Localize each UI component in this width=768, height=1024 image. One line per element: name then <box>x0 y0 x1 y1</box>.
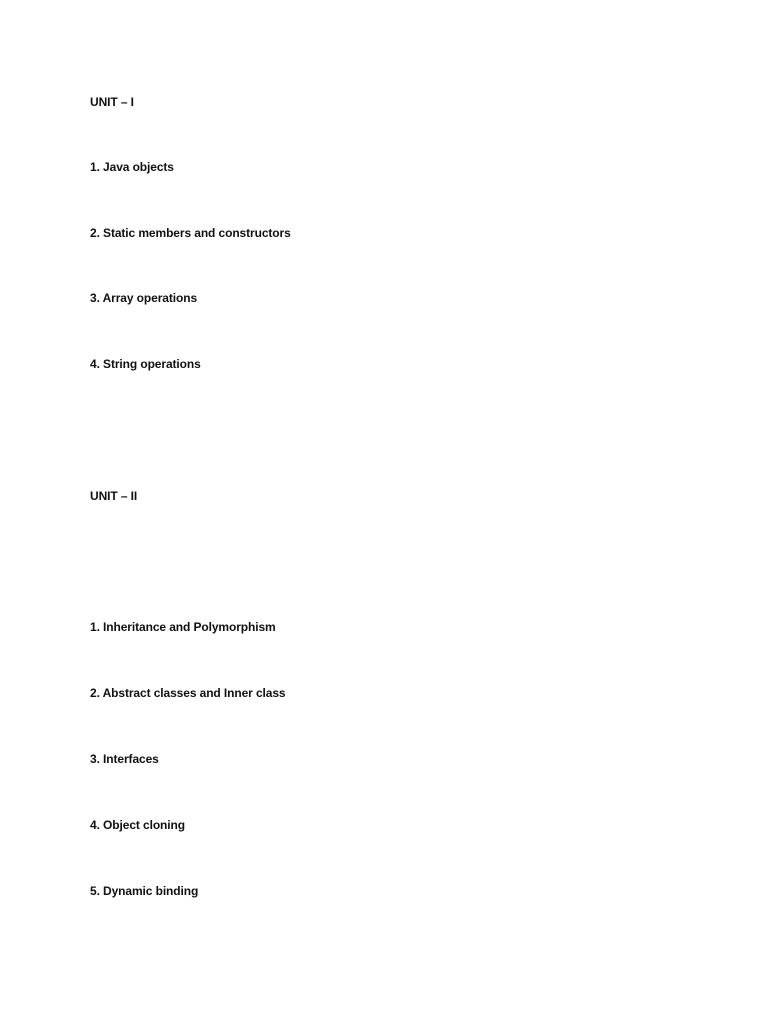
unit-1-item-4: 4. String operations <box>90 357 201 371</box>
unit-2-item-4: 4. Object cloning <box>90 818 185 832</box>
unit-2-item-1: 1. Inheritance and Polymorphism <box>90 620 276 634</box>
unit-1-heading: UNIT – I <box>90 95 134 109</box>
unit-1-item-3: 3. Array operations <box>90 291 198 305</box>
unit-1-item-2: 2. Static members and constructors <box>90 226 291 240</box>
unit-2-item-5: 5. Dynamic binding <box>90 884 199 898</box>
unit-2-item-2: 2. Abstract classes and Inner class <box>90 686 286 700</box>
unit-2-heading: UNIT – II <box>90 489 138 503</box>
unit-2-item-3: 3. Interfaces <box>90 752 159 766</box>
unit-1-item-1: 1. Java objects <box>90 160 174 174</box>
